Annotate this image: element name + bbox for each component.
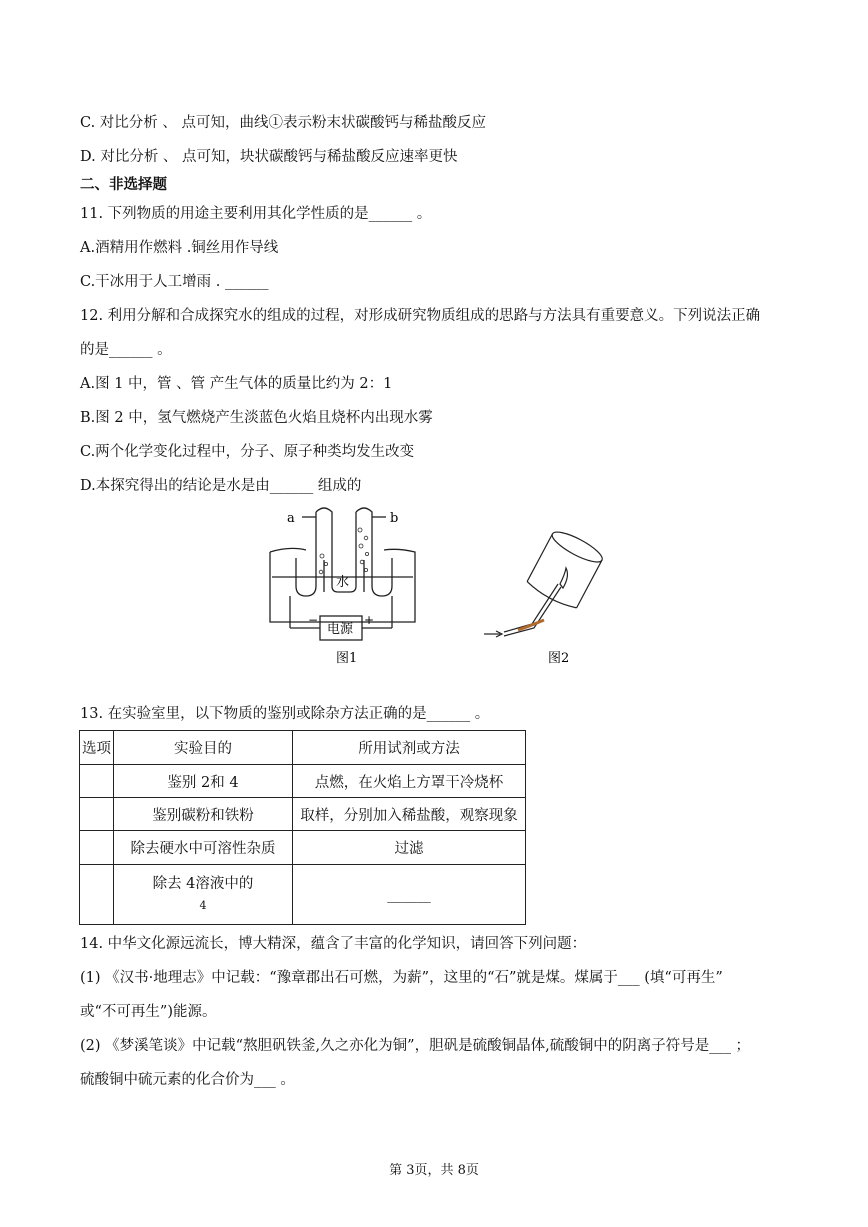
q12-option-c: C.两个化学变化过程中，分子、原子种类均发生改变 — [80, 444, 415, 460]
q13-stem: 13. 在实验室里，以下物质的鉴别或除杂方法正确的是______ 。 — [80, 706, 490, 722]
header-purpose: 实验目的 — [114, 731, 293, 765]
q11-stem: 11. 下列物质的用途主要利用其化学性质的是______ 。 — [80, 206, 432, 222]
row-purpose — [114, 865, 293, 925]
section-title: 二、非选择题 — [80, 176, 167, 193]
q14-part2-line2: 硫酸铜中硫元素的化合价为___ 。 — [80, 1072, 295, 1088]
row-method: ______ — [293, 865, 526, 925]
gas-bubbles — [319, 528, 368, 574]
header-option: 选项 — [80, 731, 114, 765]
table-row — [80, 765, 526, 798]
q12-stem-2: 的是______ 。 — [80, 342, 172, 358]
table-row — [80, 831, 526, 865]
figure1-label-a: a — [287, 511, 295, 526]
row-purpose-line1: 除去 4溶液中的 — [152, 875, 254, 892]
figure2-caption: 图2 — [548, 651, 570, 666]
row-method: 点燃，在火焰上方罩干冷烧杯 — [293, 765, 526, 798]
q13-table — [79, 730, 526, 925]
figure1-plus-sign: + — [364, 613, 375, 627]
q12-option-d: D.本探究得出的结论是水是由______ 组成的 — [80, 478, 362, 494]
row-option — [80, 831, 114, 865]
q12-stem-1: 12. 利用分解和合成探究水的组成的过程，对形成研究物质组成的思路与方法具有重要意义。下列说法正确 — [80, 308, 761, 324]
row-option — [80, 865, 114, 925]
q11-option-c: C.干冰用于人工增雨 . ______ — [80, 274, 269, 290]
q14-part1-line1: (1) 《汉书·地理志》中记载：“豫章郡出石可燃，为薪”，这里的“石”就是煤。煤属于___ (填“可再生” — [80, 970, 723, 986]
figure1-minus-sign: − — [308, 613, 319, 627]
figure1-label-b: b — [390, 511, 399, 526]
row-purpose: 鉴别 2和 4 — [114, 765, 293, 798]
table-row — [80, 798, 526, 831]
row-purpose: 除去硬水中可溶性杂质 — [114, 831, 293, 865]
row-method: 取样，分别加入稀盐酸，观察现象 — [293, 798, 526, 831]
row-method: 过滤 — [293, 831, 526, 865]
q10-option-c: C. 对比分析 、 点可知，曲线①表示粉末状碳酸钙与稀盐酸反应 — [80, 115, 487, 131]
table-header-row — [80, 731, 526, 765]
row-purpose: 鉴别碳粉和铁粉 — [114, 798, 293, 831]
q10-option-d: D. 对比分析 、 点可知，块状碳酸钙与稀盐酸反应速率更快 — [80, 149, 458, 165]
figure1-power-label: 电源 — [327, 622, 354, 637]
row-option — [80, 765, 114, 798]
figure1-caption: 图1 — [336, 651, 358, 666]
q12-option-a: A.图 1 中，管 、管 产生气体的质量比约为 2：1 — [80, 376, 393, 392]
q12-option-b: B.图 2 中，氢气燃烧产生淡蓝色火焰且烧杯内出现水雾 — [80, 410, 433, 426]
q11-options-ab: A.酒精用作燃料 .铜丝用作导线 — [80, 240, 279, 256]
row-option — [80, 798, 114, 831]
q14-part2-line1: (2) 《梦溪笔谈》中记载“熬胆矾铁釜,久之亦化为铜”，胆矾是硫酸铜晶体,硫酸铜中的阴离子符号是___ ； — [80, 1038, 751, 1054]
header-method: 所用试剂或方法 — [293, 731, 526, 765]
q14-part1-line2: 或“不可再生”)能源。 — [80, 1004, 217, 1020]
figure1-water-label: 水 — [336, 575, 350, 590]
page-footer: 第 3页，共 8页 — [389, 1163, 479, 1178]
row-purpose-line2: 4 — [199, 898, 207, 912]
electrolysis-figures — [0, 500, 868, 675]
figure1-electrolysis-apparatus — [270, 508, 415, 640]
figure2-beaker-flame — [484, 527, 606, 637]
table-row — [80, 865, 526, 925]
q14-stem: 14. 中华文化源远流长，博大精深，蕴含了丰富的化学知识，请回答下列问题： — [80, 936, 587, 952]
